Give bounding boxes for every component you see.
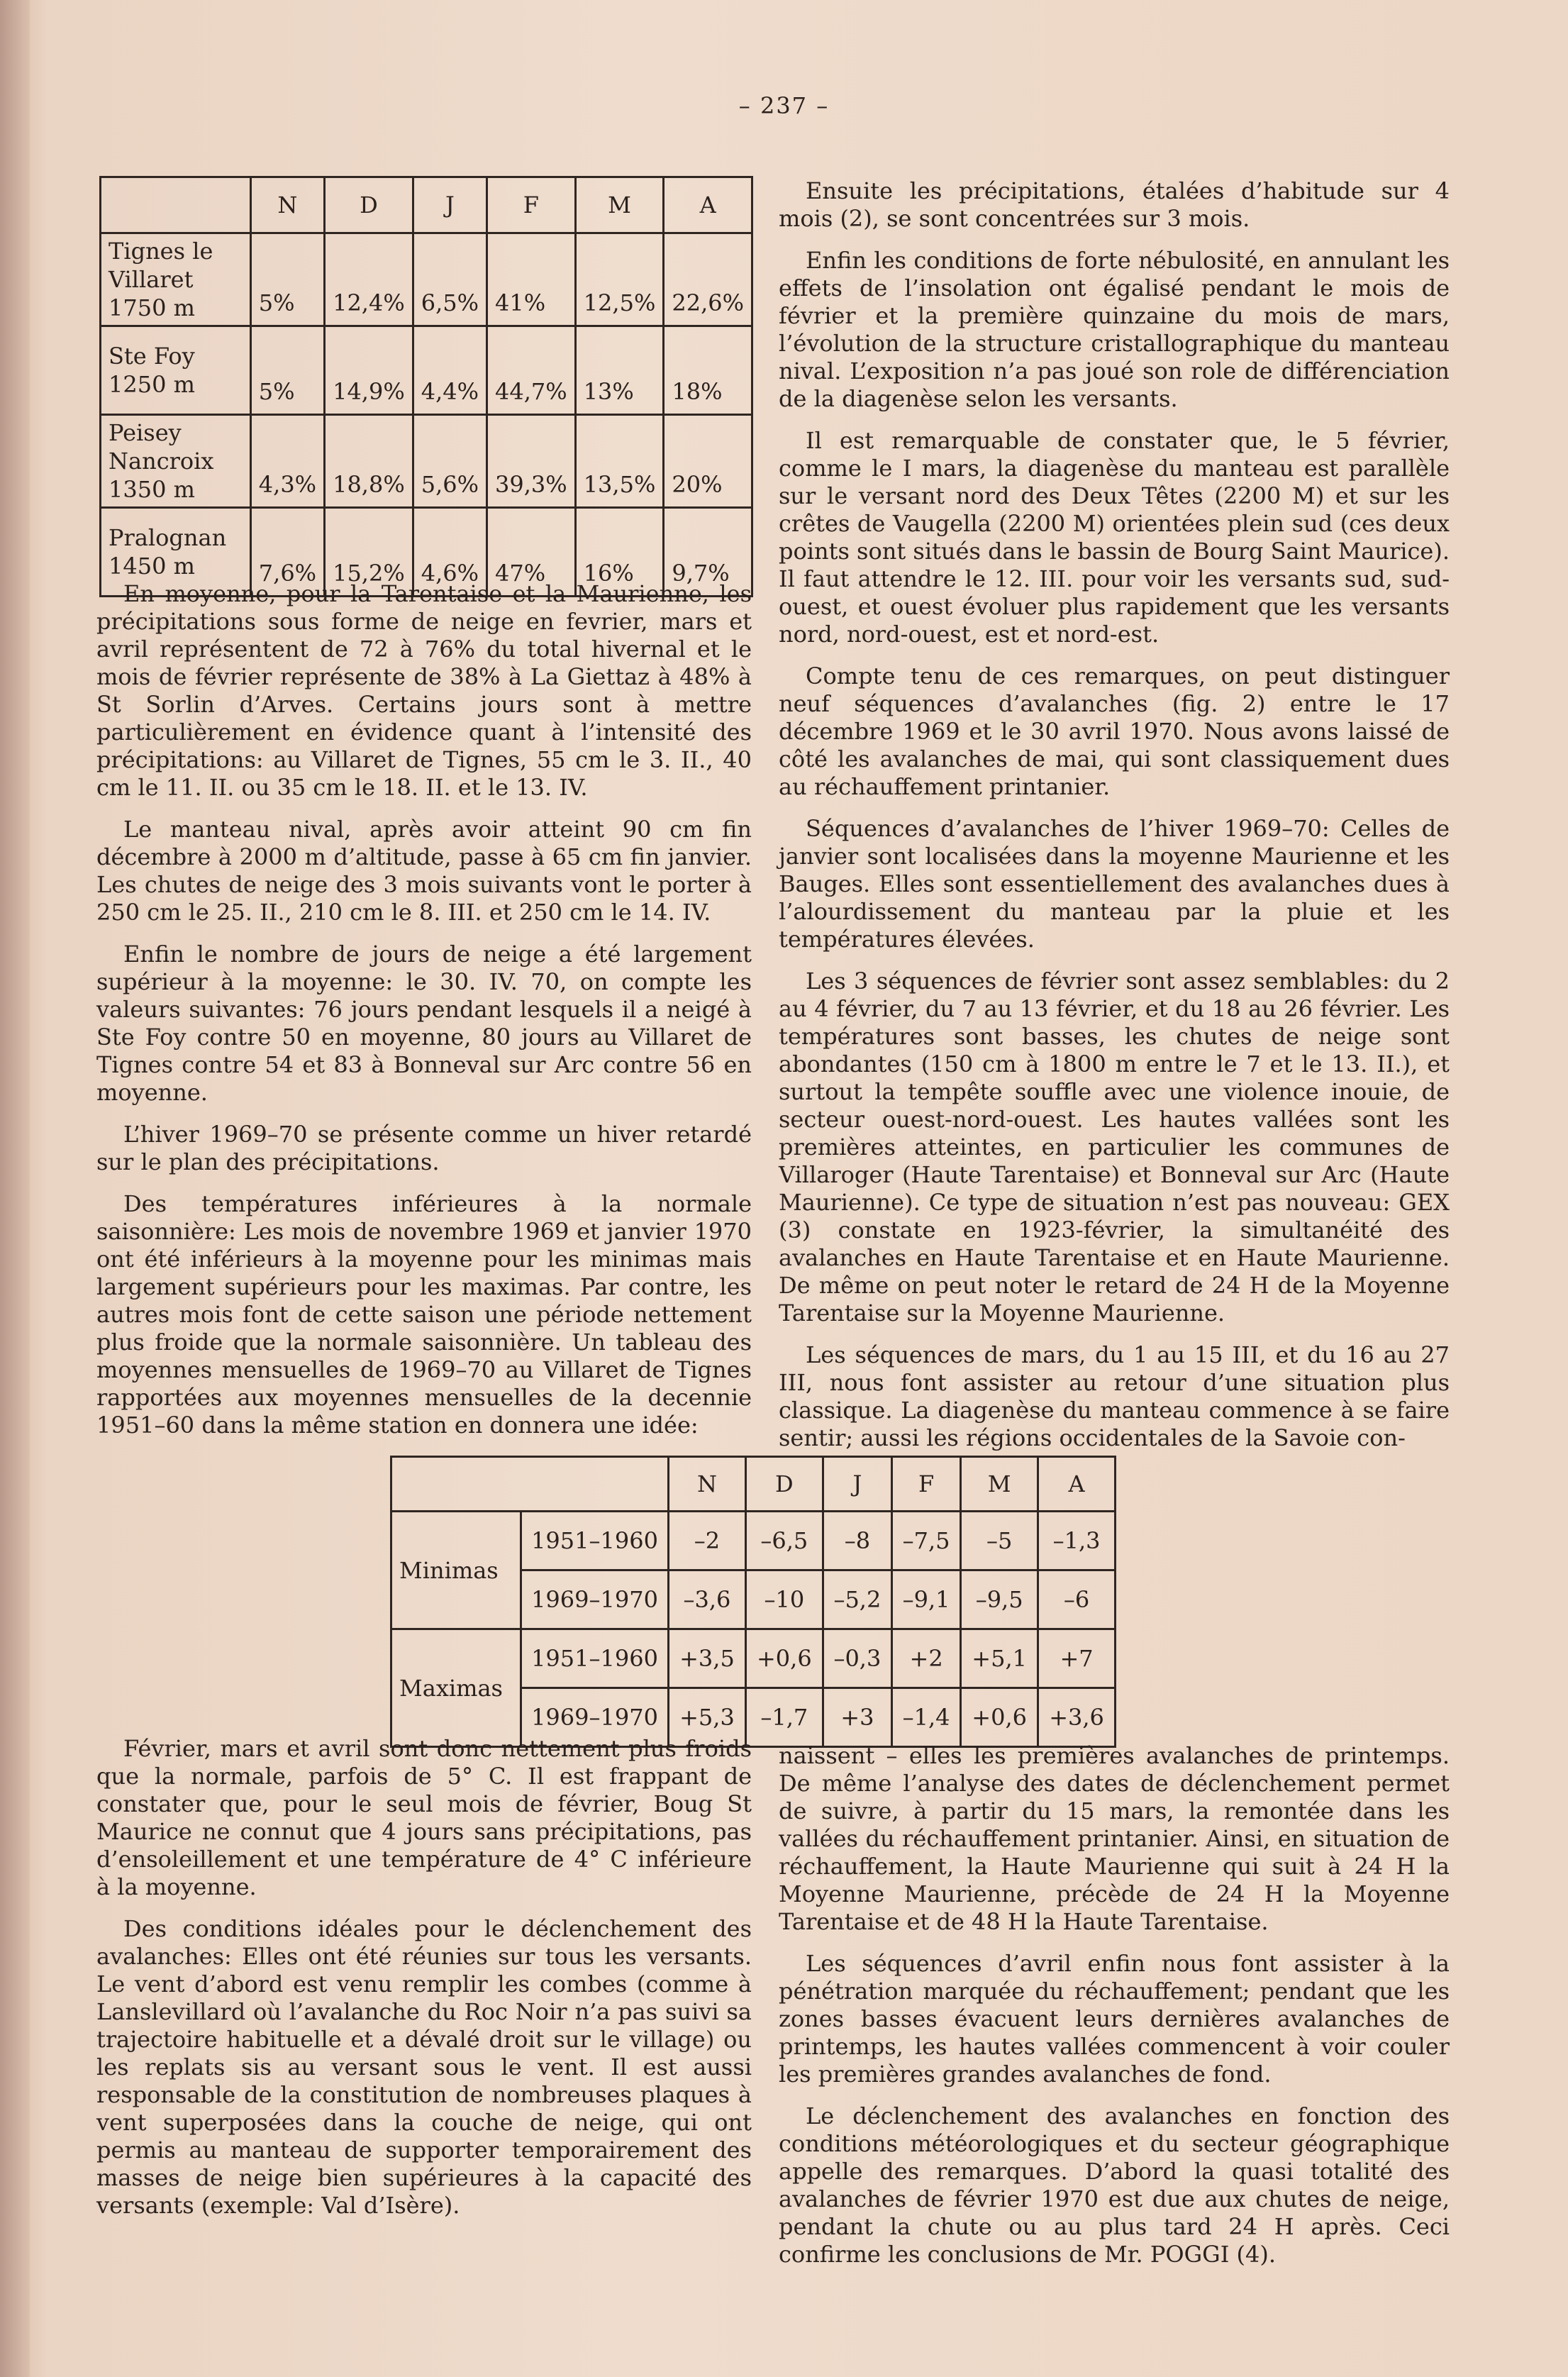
paragraph: Enfin les conditions de forte nébulosité, en annulant les effets de l’insolation ont égalisé pendant le mois de février et la première quinzaine du mois de mars, l’évolution de la structure cristallographique du manteau nival. L’exposition n’a pas joué son role de différenciation de la diagenèse selon les versants. — [779, 247, 1450, 412]
paragraph: Des conditions idéales pour le déclenchement des avalanches: Elles ont été réunies sur tous les versants. Le vent d’abord est venu remplir les combes (comme à Lanslevillard où l’avalanche du Roc Noir n’a pas suivi sa trajectoire habituelle et a dévalé droit sur le village) ou les replats sis au versant sous le vent. Il est aussi responsable de la constitution de nombreuses plaques à vent superposées dans la couche de neige, qui ont permis au manteau de supporter temporairement des masses de neige bien supérieures à la capacité des versants (exemple: Val d’Isère). — [96, 1915, 752, 2219]
period-cell: 1951–1960 — [521, 1512, 669, 1570]
paragraph: naissent – elles les premières avalanches de printemps. De même l’analyse des dates de déclenchement permet de suivre, à partir du 15 mars, la remontée dans les vallées du réchauffement printanier. Ainsi, en situation de réchauffement, la Haute Maurienne qui suit à 24 H la Moyenne Maurienne, précède de 24 H la Moyenne Tarentaise et de 48 H la Haute Tarentaise. — [779, 1742, 1450, 1935]
table-cell: 9,7% — [664, 508, 752, 597]
paragraph: L’hiver 1969–70 se présente comme un hiver retardé sur le plan des précipitations. — [96, 1121, 752, 1175]
table-cell: –9,5 — [961, 1570, 1038, 1629]
table-cell: 39,3% — [487, 415, 576, 508]
paragraph: Des températures inférieures à la normale saisonnière: Les mois de novembre 1969 et janvier 1970 ont été inférieurs à la moyenne pour les minimas mais largement supérieurs pour les maximas. Par contre, les autres mois font de cette saison une période nettement plus froide que la normale saisonnière. Un tableau des moyennes mensuelles de 1969–70 au Villaret de Tignes rapportées aux moyennes mensuelles de la decennie 1951–60 dans la même station en donnera une idée: — [96, 1190, 752, 1439]
station-cell: Ste Foy 1250 m — [101, 326, 251, 415]
snowfall-percentage-table — [99, 176, 753, 597]
table-cell: 13,5% — [575, 415, 664, 508]
table-row — [101, 326, 752, 415]
table-cell: 22,6% — [664, 233, 752, 326]
table-cell: –2 — [669, 1512, 746, 1570]
paragraph: Février, mars et avril sont donc nettement plus froids que la normale, parfois de 5° C. Il est frappant de constater que, pour le seul mois de février, Boug St Maurice ne connut que 4 jours sans précipitations, pas d’ensoleillement et une température de 4° C inférieure à la moyenne. — [96, 1735, 752, 1900]
table-cell: 14,9% — [325, 326, 413, 415]
table-header-cell: M — [575, 177, 664, 233]
table-header-cell: N — [250, 177, 324, 233]
paragraph: Les séquences d’avril enfin nous font assister à la pénétration marquée du réchauffement; pendant que les zones basses évacuent leurs dernières avalanches de printemps, les hautes vallées commencent à voir couler les premières grandes avalanches de fond. — [779, 1950, 1450, 2088]
table-cell: –6,5 — [745, 1512, 823, 1570]
table-cell: 44,7% — [487, 326, 576, 415]
table-cell: 18,8% — [325, 415, 413, 508]
table-cell: –7,5 — [891, 1512, 960, 1570]
table-cell: 15,2% — [325, 508, 413, 597]
table-cell: –3,6 — [669, 1570, 746, 1629]
station-cell: Tignes le Villaret 1750 m — [101, 233, 251, 326]
table-cell: 5,6% — [413, 415, 486, 508]
paragraph: Le manteau nival, après avoir atteint 90 cm fin décembre à 2000 m d’altitude, passe à 65 cm fin janvier. Les chutes de neige des 3 mois suivants vont le porter à 250 cm le 25. II., 210 cm le 8. III. et 250 cm le 14. IV. — [96, 816, 752, 926]
table-cell: +2 — [891, 1629, 960, 1688]
table-row — [391, 1629, 1116, 1688]
table-cell: –10 — [745, 1570, 823, 1629]
table-header-cell: D — [745, 1457, 823, 1512]
table-cell: 5% — [250, 326, 324, 415]
table-cell: +7 — [1038, 1629, 1116, 1688]
right-column-upper — [779, 177, 1450, 1466]
table-cell: +0,6 — [961, 1688, 1038, 1747]
table-cell: 13% — [575, 326, 664, 415]
table-cell: 20% — [664, 415, 752, 508]
paragraph: Séquences d’avalanches de l’hiver 1969–70: Celles de janvier sont localisées dans la moyenne Maurienne et les Bauges. Elles sont essentiellement des avalanches dues à l’alourdissement du manteau par la pluie et les températures élevées. — [779, 815, 1450, 953]
temperature-table — [390, 1456, 1116, 1748]
paragraph: Les 3 séquences de février sont assez semblables: du 2 au 4 février, du 7 au 13 février, et du 18 au 26 février. Les températures sont basses, les chutes de neige sont abondantes (150 cm à 1800 m entre le 7 et le 13. II.), et surtout la tempête souffle avec une violence inouie, de secteur ouest-nord-ouest. Les hautes vallées sont les premières atteintes, en particulier les communes de Villaroger (Haute Tarentaise) et Bonneval sur Arc (Haute Maurienne). Ce type de situation n’est pas nouveau: GEX (3) constate en 1923-février, la simultanéité des avalanches en Haute Tarentaise et en Haute Maurienne. De même on peut noter le retard de 24 H de la Moyenne Tarentaise sur la Moyenne Maurienne. — [779, 968, 1450, 1326]
station-cell: Peisey Nancroix 1350 m — [101, 415, 251, 508]
table-cell: +0,6 — [745, 1629, 823, 1688]
period-cell: 1969–1970 — [521, 1570, 669, 1629]
table-cell: 4,3% — [250, 415, 324, 508]
table-cell: –6 — [1038, 1570, 1116, 1629]
paragraph: Il est remarquable de constater que, le 5 février, comme le I mars, la diagenèse du manteau est parallèle sur le versant nord des Deux Têtes (2200 M) et sur les crêtes de Vaugella (2200 M) orientées plein sud (ces deux points sont situés dans le bassin de Bourg Saint Maurice). Il faut attendre le 12. III. pour voir les versants sud, sud-ouest, et ouest évoluer plus rapidement que les versants nord, nord-ouest, est et nord-est. — [779, 427, 1450, 648]
table-cell: 5% — [250, 233, 324, 326]
table-cell: 12,5% — [575, 233, 664, 326]
table-cell: –5,2 — [823, 1570, 891, 1629]
table-header-cell — [101, 177, 251, 233]
table-cell: 41% — [487, 233, 576, 326]
paragraph: Compte tenu de ces remarques, on peut distinguer neuf séquences d’avalanches (fig. 2) entre le 17 décembre 1969 et le 30 avril 1970. Nous avons laissé de côté les avalanches de mai, qui sont classiquement dues au réchauffement printanier. — [779, 663, 1450, 800]
paragraph: Le déclenchement des avalanches en fonction des conditions météorologiques et du secteur géographique appelle des remarques. D’abord la quasi totalité des avalanches de février 1970 est due aux chutes de neige, pendant la chute ou au plus tard 24 H après. Ceci confirme les conclusions de Mr. POGGI (4). — [779, 2102, 1450, 2268]
table-header-cell: J — [413, 177, 486, 233]
table-cell: –1,3 — [1038, 1512, 1116, 1570]
group-label-maximas: Maximas — [391, 1629, 521, 1747]
table-cell: 12,4% — [325, 233, 413, 326]
table-header-cell: N — [669, 1457, 746, 1512]
table-cell: 16% — [575, 508, 664, 597]
table-cell: 7,6% — [250, 508, 324, 597]
paragraph: Les séquences de mars, du 1 au 15 III, et du 16 au 27 III, nous font assister au retour d’une situation plus classique. La diagenèse du manteau commence à se faire sentir; aussi les régions occidentales de la Savoie con- — [779, 1341, 1450, 1451]
table-header-cell: J — [823, 1457, 891, 1512]
table-cell: +5,3 — [669, 1688, 746, 1747]
table-header-cell: M — [961, 1457, 1038, 1512]
period-cell: 1951–1960 — [521, 1629, 669, 1688]
table-cell: –1,7 — [745, 1688, 823, 1747]
table-cell: –9,1 — [891, 1570, 960, 1629]
table-cell: –5 — [961, 1512, 1038, 1570]
table-cell: –8 — [823, 1512, 891, 1570]
table-cell: 4,6% — [413, 508, 486, 597]
table-cell: –0,3 — [823, 1629, 891, 1688]
table-header-cell: F — [487, 177, 576, 233]
table-cell: –1,4 — [891, 1688, 960, 1747]
table-header-cell: A — [664, 177, 752, 233]
paragraph: En moyenne, pour la Tarentaise et la Maurienne, les précipitations sous forme de neige en fevrier, mars et avril représentent de 72 à 76% du total hivernal et le mois de février représente de 38% à La Giettaz à 48% à St Sorlin d’Arves. Certains jours sont à mettre particulièrement en évidence quant à l’intensité des précipitations: au Villaret de Tignes, 55 cm le 3. II., 40 cm le 11. II. ou 35 cm le 18. II. et le 13. IV. — [96, 580, 752, 801]
table-cell: +3,6 — [1038, 1688, 1116, 1747]
table-cell: 47% — [487, 508, 576, 597]
paragraph: Enfin le nombre de jours de neige a été largement supérieur à la moyenne: le 30. IV. 70, on compte les valeurs suivantes: 76 jours pendant lesquels il a neigé à Ste Foy contre 50 en moyenne, 80 jours au Villaret de Tignes contre 54 et 83 à Bonneval sur Arc contre 56 en moyenne. — [96, 941, 752, 1106]
page-number: – 237 – — [738, 92, 830, 119]
station-cell: Pralognan 1450 m — [101, 508, 251, 597]
table-header-cell: F — [891, 1457, 960, 1512]
table-cell: 4,4% — [413, 326, 486, 415]
table-cell: +3 — [823, 1688, 891, 1747]
table-header-row — [391, 1457, 1116, 1512]
table-row — [101, 415, 752, 508]
period-cell: 1969–1970 — [521, 1688, 669, 1747]
left-column-lower — [96, 1735, 752, 2234]
paragraph: Ensuite les précipitations, étalées d’habitude sur 4 mois (2), se sont concentrées sur 3 mois. — [779, 177, 1450, 232]
table-cell: +5,1 — [961, 1629, 1038, 1688]
table-header-cell — [391, 1457, 669, 1512]
table-header-cell: A — [1038, 1457, 1116, 1512]
left-column-upper — [96, 580, 752, 1453]
table-cell: 6,5% — [413, 233, 486, 326]
book-spine-shadow — [0, 0, 30, 2377]
table-header-row — [101, 177, 752, 233]
table-row — [101, 233, 752, 326]
table-cell: +3,5 — [669, 1629, 746, 1688]
table-header-cell: D — [325, 177, 413, 233]
table-row — [391, 1512, 1116, 1570]
table-cell: 18% — [664, 326, 752, 415]
right-column-lower — [779, 1742, 1450, 2283]
group-label-minimas: Minimas — [391, 1512, 521, 1629]
